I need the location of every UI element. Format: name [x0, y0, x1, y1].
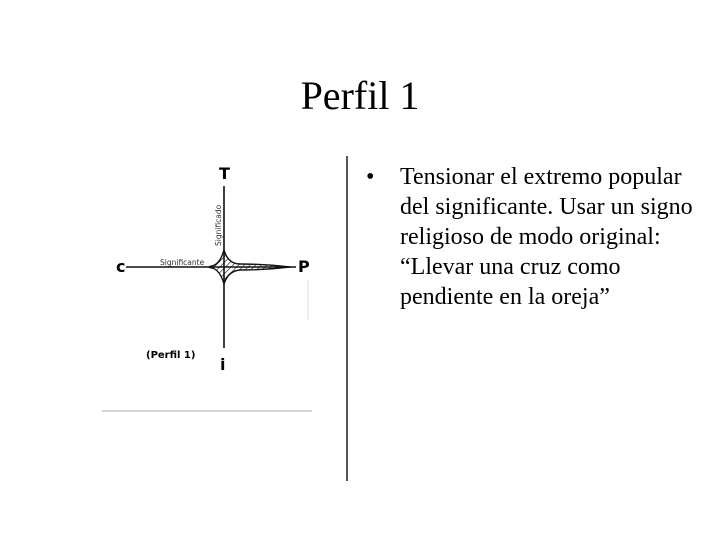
label-top: T — [219, 164, 230, 183]
diagram-caption: (Perfil 1) — [146, 350, 196, 361]
profile-shape — [209, 250, 290, 284]
vertical-divider — [346, 156, 348, 481]
label-left: c — [116, 257, 126, 276]
hand-drawn-diagram — [100, 160, 315, 415]
label-horizontal-axis: Significante — [160, 258, 205, 267]
bullet-list — [366, 162, 696, 312]
label-right: P — [298, 257, 310, 276]
bullet-item — [366, 162, 696, 312]
bullet-dot: • — [366, 164, 375, 190]
label-bottom: i — [220, 355, 226, 374]
bullet-text: Tensionar el extremo popular del significante. Usar un signo religioso de modo original: “Llevar una cruz como pendiente en la oreja” — [400, 164, 693, 310]
slide-title: Perfil 1 — [300, 73, 420, 118]
label-vertical-axis: Significado — [214, 204, 223, 246]
